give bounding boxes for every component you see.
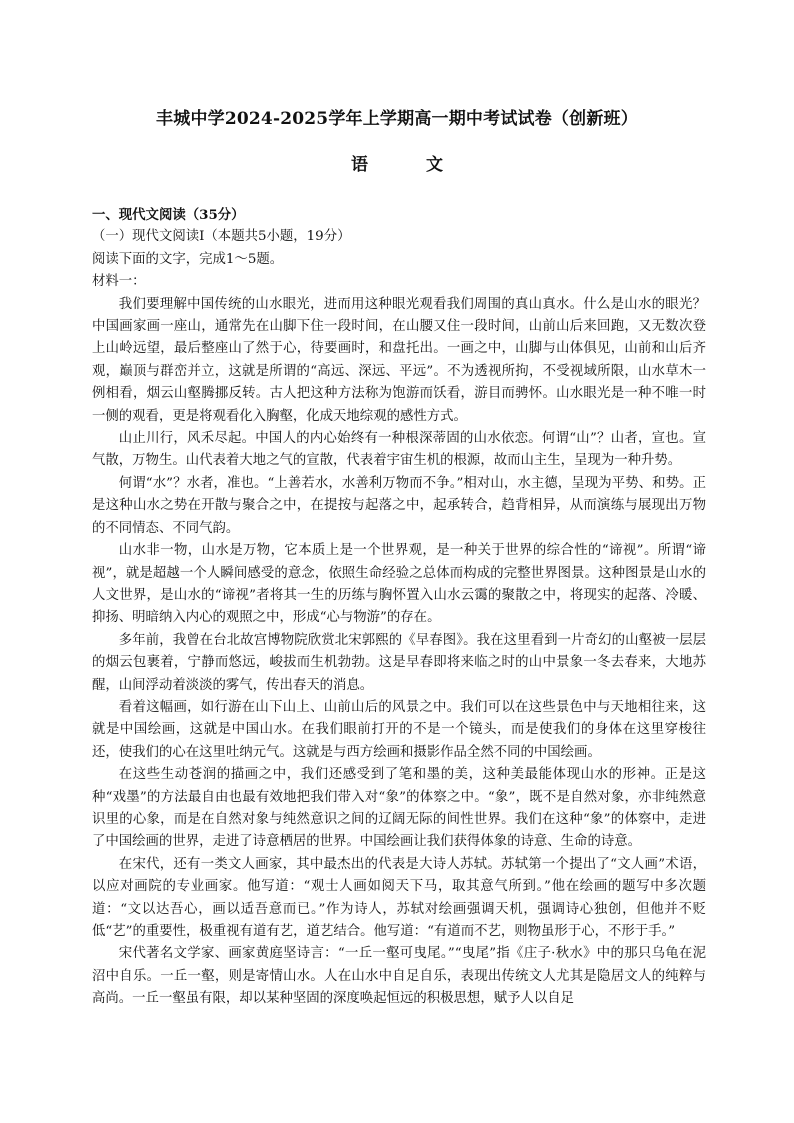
reading-instruction: 阅读下面的文字，完成1～5题。: [92, 251, 284, 267]
paragraph-7: 在这些生动苍润的描画之中，我们还感受到了笔和墨的美，这种美最能体现山水的形神。正是这种“戏墨”的方法最自由也最有效地把我们带入对“象”的体察之中。“象”，既不是自然对象，亦非纯然意识里的心象，而是在自然对象与纯然意识之间的辽阔无际的间性世界。我们在这种“象”的体察中，走进了中国绘画的世界，走进了诗意栖居的世界。中国绘画让我们获得体象的诗意、生命的诗意。: [92, 767, 706, 850]
subsection-heading: （一）现代文阅读Ⅰ（本题共5小题，19分）: [92, 229, 351, 245]
section-heading: 一、现代文阅读（35分）: [92, 207, 245, 223]
paragraph-6: 看着这幅画，如行游在山下山上、山前山后的风景之中。我们可以在这些景色中与天地相往来，这就是中国绘画，这就是中国山水。在我们眼前打开的不是一个镜头，而是使我们的身体在这里穿梭往还，使我们的心在这里吐纳元气。这就是与西方绘画和摄影作品全然不同的中国绘画。: [92, 699, 706, 760]
exam-title: 丰城中学2024-2025学年上学期高一期中考试试卷（创新班）: [156, 109, 638, 129]
paragraph-8: 在宋代，还有一类文人画家，其中最杰出的代表是大诗人苏轼。苏轼第一个提出了“文人画”术语，以应对画院的专业画家。他写道：“观士人画如阅天下马，取其意气所到。”他在绘画的题写中多次题道：“文以达吾心，画以适吾意而已。”作为诗人，苏轼对绘画强调天机，强调诗心独创，但他并不贬低“艺”的重要性，极重视有道有艺，道艺结合。他写道：“有道而不艺，则物虽形于心，不形于手。”: [92, 856, 706, 939]
paragraph-4: 山水非一物，山水是万物，它本质上是一个世界观，是一种关于世界的综合性的“谛视”。所谓“谛视”，就是超越一个人瞬间感受的意念，依照生命经验之总体而构成的完整世界图景。这种图景是山水的人文世界，是山水的“谛视”者将其一生的历练与胸怀置入山水云霭的聚散之中，将现实的起落、冷暖、抑扬、明暗纳入内心的观照之中，形成“心与物游”的存在。: [92, 543, 706, 626]
material-label: 材料一：: [92, 274, 146, 290]
paragraph-1: 我们要理解中国传统的山水眼光，进而用这种眼光观看我们周围的真山真水。什么是山水的眼光？中国画家画一座山，通常先在山脚下住一段时间，在山腰又住一段时间，山前山后来回跑，又无数次登上山岭远望，最后整座山了然于心，待要画时，和盘托出。一画之中，山脚与山体俱见，山前和山后齐观，巅顶与群峦并立，这就是所谓的“高远、深远、平远”。不为透视所拘，不受视域所限，山水草木一例相看，烟云山壑腾挪反转。古人把这种方法称为饱游而饫看，游目而骋怀。山水眼光是一种不唯一时一侧的观看，更是将观看化入胸壑，化成天地综观的感性方式。: [92, 296, 706, 424]
subject-title: 语 文: [351, 155, 469, 175]
paragraph-2: 山止川行，风禾尽起。中国人的内心始终有一种根深蒂固的山水依恋。何谓“山”？山者，宣也。宣气散，万物生。山代表着大地之气的宣散，代表着宇宙生机的根源，故而山主生，呈现为一种升势。: [92, 431, 706, 469]
paragraph-9: 宋代著名文学家、画家黄庭坚诗言：“一丘一壑可曳尾。”“曳尾”指《庄子·秋水》中的那只乌龟在泥沼中自乐。一丘一壑，则是寄情山水。人在山水中自足自乐，表现出传统文人尤其是隐居文人的纯粹与高尚。一丘一壑虽有限，却以某种坚固的深度唤起恒远的积极思想，赋予人以自足: [92, 946, 706, 1007]
paragraph-3: 何谓“水”？水者，准也。“上善若水，水善利万物而不争。”相对山，水主德，呈现为平势、和势。正是这种山水之势在开散与聚合之中，在提按与起落之中，起承转合，趋背相异，从而演练与展现出万物的不同情态、不同气韵。: [92, 475, 706, 536]
exam-body: [92, 204, 706, 1011]
paragraph-5: 多年前，我曾在台北故宫博物院欣赏北宋郭熙的《早春图》。我在这里看到一片奇幻的山壑被一层层的烟云包裹着，宁静而悠远，峻拔而生机勃勃。这是早春即将来临之时的山中景象一冬去春来，大地苏醒，山间浮动着淡淡的雾气，传出春天的消息。: [92, 632, 706, 693]
